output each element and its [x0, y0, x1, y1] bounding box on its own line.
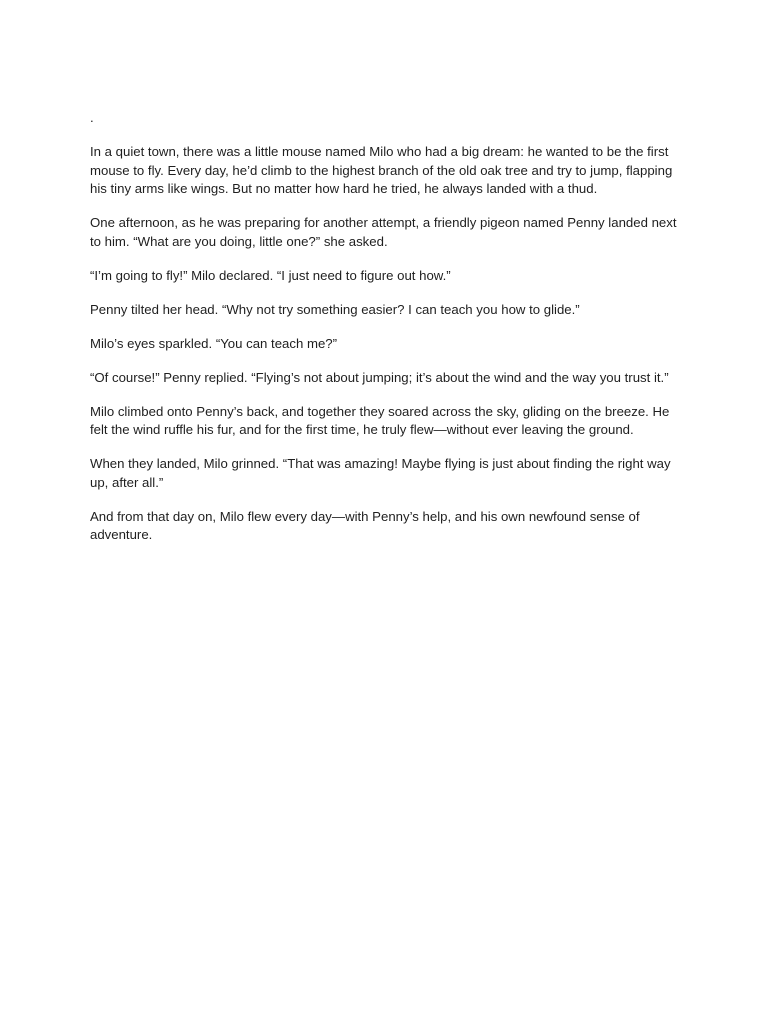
story-paragraph-7: Milo climbed onto Penny’s back, and together they soared across the sky, gliding on the breeze. He felt the wind ruffle his fur, and for the first time, he truly flew—without ever leaving the ground. [90, 403, 670, 438]
story-paragraph-1: In a quiet town, there was a little mouse named Milo who had a big dream: he wanted to be the first mouse to fly. Every day, he’d climb to the highest branch of the old oak tree and try to jump, flapping his tiny arms like wings. But no matter how hard he tried, he always landed with a thud. [90, 143, 673, 197]
story-paragraph-3: “I’m going to fly!” Milo declared. “I just need to figure out how.” [90, 267, 451, 283]
story-paragraph-9: And from that day on, Milo flew every day—with Penny’s help, and his own newfound sense of adventure. [90, 508, 640, 543]
story-paragraph-2: One afternoon, as he was preparing for another attempt, a friendly pigeon named Penny landed next to him. “What are you doing, little one?” she asked. [90, 215, 677, 249]
story-paragraph-5: Milo’s eyes sparkled. “You can teach me?” [90, 335, 338, 351]
story-paragraph-6: “Of course!” Penny replied. “Flying’s not about jumping; it’s about the wind and the way you trust it.” [90, 369, 669, 385]
story-paragraph-8: When they landed, Milo grinned. “That was amazing! Maybe flying is just about finding the right way up, after all.” [90, 456, 671, 490]
story-paragraph-4: Penny tilted her head. “Why not try something easier? I can teach you how to glide.” [90, 301, 580, 317]
document-body [90, 109, 680, 560]
lead-mark: . [90, 110, 94, 125]
